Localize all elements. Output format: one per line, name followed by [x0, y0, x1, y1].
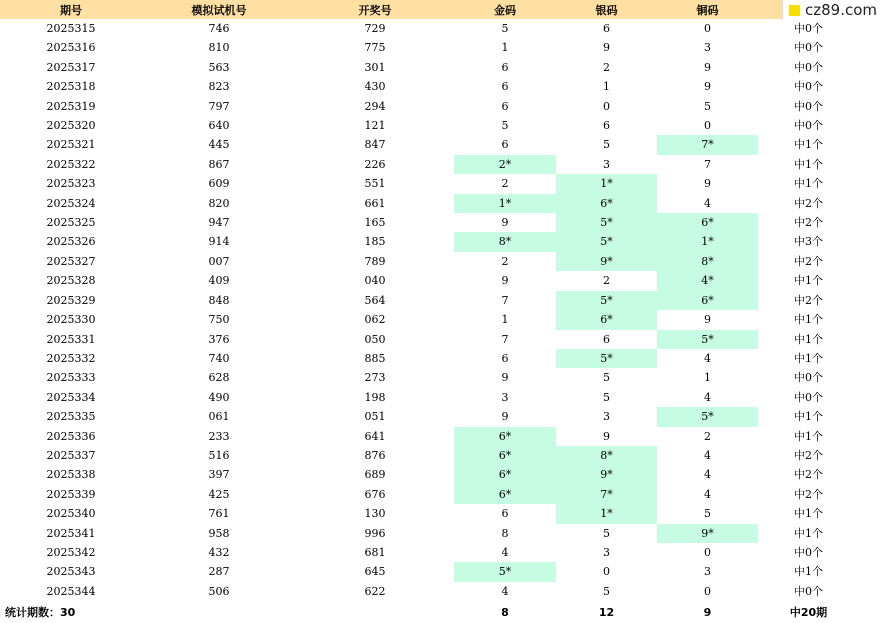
header-bronze: 铜码 — [657, 0, 758, 19]
footer-gold: 8 — [501, 605, 509, 619]
cell-bronze: 9 — [704, 80, 711, 94]
table-row — [0, 368, 859, 387]
cell-gold: 9 — [501, 216, 509, 230]
table-row — [0, 97, 859, 116]
cell-gold: 2* — [454, 155, 556, 174]
cell-silver: 3 — [603, 545, 610, 559]
cell-gold: 1 — [501, 41, 509, 55]
cell-silver: 1 — [603, 80, 610, 94]
cell-issue: 2025316 — [46, 41, 96, 55]
cell-sim: 563 — [208, 60, 230, 74]
table-row — [0, 446, 859, 465]
cell-draw: 689 — [364, 468, 386, 482]
cell-bronze: 4 — [704, 487, 711, 501]
cell-sim: 640 — [208, 119, 230, 133]
cell-result: 中1个 — [794, 332, 823, 346]
cell-sim: 810 — [208, 41, 230, 55]
cell-gold: 7 — [501, 332, 509, 346]
cell-silver: 0 — [603, 99, 610, 113]
site-logo[interactable] — [782, 0, 889, 20]
cell-silver: 2 — [603, 60, 610, 74]
cell-issue: 2025332 — [46, 351, 96, 365]
cell-result: 中1个 — [794, 274, 823, 288]
footer-count: 统计期数：30 — [5, 606, 76, 620]
cell-sim: 750 — [208, 313, 230, 327]
cell-result: 中1个 — [794, 157, 823, 171]
cell-issue: 2025320 — [46, 119, 96, 133]
cell-silver: 7* — [556, 485, 657, 504]
cell-issue: 2025319 — [46, 99, 96, 113]
cell-bronze: 1* — [657, 232, 758, 251]
cell-silver: 5 — [603, 584, 610, 598]
cell-issue: 2025330 — [46, 313, 96, 327]
cell-sim: 797 — [208, 99, 230, 113]
cell-bronze: 5* — [657, 407, 758, 426]
cell-issue: 2025331 — [46, 332, 96, 346]
cell-sim: 506 — [208, 584, 230, 598]
cell-draw: 062 — [364, 313, 386, 327]
cell-draw: 294 — [364, 99, 386, 113]
cell-silver: 0 — [603, 565, 610, 579]
cell-sim: 445 — [208, 138, 230, 152]
cell-result: 中0个 — [794, 584, 823, 598]
cell-gold: 6 — [501, 99, 509, 113]
cell-bronze: 9 — [704, 60, 711, 74]
header-sim: 模拟试机号 — [142, 0, 296, 19]
cell-gold: 6 — [501, 351, 509, 365]
cell-result: 中0个 — [794, 119, 823, 133]
cell-gold: 3 — [501, 390, 509, 404]
cell-result: 中1个 — [794, 429, 823, 443]
cell-silver: 3 — [603, 157, 610, 171]
cell-gold: 6 — [501, 507, 509, 521]
cell-result: 中1个 — [794, 351, 823, 365]
cell-draw: 641 — [364, 429, 386, 443]
cell-draw: 622 — [364, 584, 386, 598]
cell-sim: 823 — [208, 80, 230, 94]
table-row — [0, 271, 859, 290]
cell-sim: 007 — [208, 254, 230, 268]
table-footer — [0, 601, 859, 623]
cell-result: 中2个 — [794, 468, 823, 482]
cell-draw: 885 — [364, 351, 386, 365]
cell-issue: 2025317 — [46, 60, 96, 74]
cell-result: 中1个 — [794, 507, 823, 521]
cell-sim: 958 — [208, 526, 230, 540]
cell-silver: 6* — [556, 310, 657, 329]
cell-issue: 2025337 — [46, 448, 96, 462]
cell-silver: 5 — [603, 526, 610, 540]
cell-sim: 848 — [208, 293, 230, 307]
cell-sim: 761 — [208, 507, 230, 521]
cell-bronze: 4 — [704, 448, 711, 462]
cell-gold: 9 — [501, 410, 509, 424]
cell-bronze: 4 — [704, 351, 711, 365]
cell-gold: 9 — [501, 274, 509, 288]
cell-sim: 425 — [208, 487, 230, 501]
cell-bronze: 0 — [704, 545, 711, 559]
cell-result: 中2个 — [794, 196, 823, 210]
cell-result: 中3个 — [794, 235, 823, 249]
cell-gold: 5* — [454, 562, 556, 581]
cell-issue: 2025344 — [46, 584, 96, 598]
table-row — [0, 232, 859, 251]
table-row — [0, 155, 859, 174]
cell-issue: 2025335 — [46, 410, 96, 424]
cell-silver: 5 — [603, 371, 610, 385]
table-row — [0, 349, 859, 368]
table-row — [0, 77, 859, 96]
table-row — [0, 562, 859, 581]
cell-gold: 6* — [454, 446, 556, 465]
table-row — [0, 407, 859, 426]
cell-sim: 947 — [208, 216, 230, 230]
table-row — [0, 330, 859, 349]
footer-silver: 12 — [598, 605, 615, 619]
cell-bronze: 3 — [704, 41, 711, 55]
cell-bronze: 1 — [704, 371, 711, 385]
table-row — [0, 38, 859, 57]
cell-issue: 2025326 — [46, 235, 96, 249]
cell-draw: 040 — [364, 274, 386, 288]
header-issue: 期号 — [0, 0, 142, 19]
cell-bronze: 6* — [657, 291, 758, 310]
table-row — [0, 524, 859, 543]
cell-silver: 5* — [556, 232, 657, 251]
cell-silver: 5* — [556, 349, 657, 368]
table-header — [0, 0, 859, 19]
cell-result: 中1个 — [794, 410, 823, 424]
cell-bronze: 7* — [657, 135, 758, 154]
cell-sim: 432 — [208, 545, 230, 559]
cell-gold: 8* — [454, 232, 556, 251]
table-row — [0, 291, 859, 310]
table-row — [0, 116, 859, 135]
cell-silver: 6 — [603, 332, 610, 346]
cell-result: 中0个 — [794, 371, 823, 385]
cell-result: 中2个 — [794, 448, 823, 462]
cell-silver: 5 — [603, 138, 610, 152]
cell-bronze: 4 — [704, 468, 711, 482]
cell-sim: 628 — [208, 371, 230, 385]
table-row — [0, 582, 859, 601]
cell-silver: 9* — [556, 465, 657, 484]
cell-draw: 198 — [364, 390, 386, 404]
cell-result: 中0个 — [794, 41, 823, 55]
cell-draw: 789 — [364, 254, 386, 268]
cell-silver: 5* — [556, 213, 657, 232]
cell-bronze: 0 — [704, 119, 711, 133]
footer-bronze: 9 — [703, 605, 712, 619]
cell-sim: 376 — [208, 332, 230, 346]
cell-sim: 740 — [208, 351, 230, 365]
cell-sim: 609 — [208, 177, 230, 191]
cell-issue: 2025338 — [46, 468, 96, 482]
cell-silver: 5* — [556, 291, 657, 310]
footer-result: 中20期 — [789, 606, 828, 620]
cell-issue: 2025323 — [46, 177, 96, 191]
cell-gold: 4 — [501, 545, 509, 559]
cell-silver: 1* — [556, 504, 657, 523]
table-row — [0, 485, 859, 504]
cell-silver: 9 — [603, 41, 610, 55]
cell-gold: 7 — [501, 293, 509, 307]
cell-draw: 051 — [364, 410, 386, 424]
cell-draw: 273 — [364, 371, 386, 385]
table-row — [0, 19, 859, 38]
cell-gold: 6 — [501, 60, 509, 74]
table-row — [0, 58, 859, 77]
cell-issue: 2025336 — [46, 429, 96, 443]
cell-issue: 2025322 — [46, 157, 96, 171]
table-body — [0, 19, 859, 601]
cell-result: 中2个 — [794, 487, 823, 501]
cell-result: 中1个 — [794, 565, 823, 579]
cell-draw: 551 — [364, 177, 386, 191]
cell-bronze: 9 — [704, 177, 711, 191]
cell-gold: 5 — [501, 22, 509, 35]
cell-bronze: 4 — [704, 196, 711, 210]
cell-issue: 2025328 — [46, 274, 96, 288]
cell-sim: 061 — [208, 410, 230, 424]
cell-result: 中1个 — [794, 313, 823, 327]
cell-bronze: 9 — [704, 313, 711, 327]
cell-issue: 2025343 — [46, 565, 96, 579]
cell-issue: 2025333 — [46, 371, 96, 385]
cell-sim: 914 — [208, 235, 230, 249]
cell-result: 中0个 — [794, 60, 823, 74]
cell-draw: 165 — [364, 216, 386, 230]
cell-bronze: 3 — [704, 565, 711, 579]
cell-issue: 2025321 — [46, 138, 96, 152]
cell-issue: 2025325 — [46, 216, 96, 230]
cell-gold: 6 — [501, 138, 509, 152]
cell-draw: 996 — [364, 526, 386, 540]
cell-draw: 775 — [364, 41, 386, 55]
cell-draw: 301 — [364, 60, 386, 74]
cell-silver: 6 — [603, 119, 610, 133]
cell-issue: 2025324 — [46, 196, 96, 210]
cell-result: 中2个 — [794, 216, 823, 230]
cell-silver: 6* — [556, 194, 657, 213]
cell-silver: 1* — [556, 174, 657, 193]
cell-bronze: 5* — [657, 330, 758, 349]
cell-silver: 8* — [556, 446, 657, 465]
cell-draw: 430 — [364, 80, 386, 94]
cell-gold: 6 — [501, 80, 509, 94]
cell-gold: 6* — [454, 485, 556, 504]
cell-issue: 2025342 — [46, 545, 96, 559]
cell-sim: 233 — [208, 429, 230, 443]
cell-gold: 2 — [501, 254, 509, 268]
cell-gold: 2 — [501, 177, 509, 191]
table-row — [0, 465, 859, 484]
cell-issue: 2025315 — [46, 22, 96, 35]
cell-issue: 2025318 — [46, 80, 96, 94]
cell-result: 中0个 — [794, 99, 823, 113]
table-row — [0, 388, 859, 407]
cell-draw: 876 — [364, 448, 386, 462]
table-row — [0, 213, 859, 232]
cell-gold: 4 — [501, 584, 509, 598]
table-row — [0, 427, 859, 446]
cell-gold: 5 — [501, 119, 509, 133]
cell-bronze: 4 — [704, 390, 711, 404]
cell-silver: 9 — [603, 429, 610, 443]
cell-issue: 2025334 — [46, 390, 96, 404]
cell-silver: 5 — [603, 390, 610, 404]
cell-gold: 6* — [454, 465, 556, 484]
cell-draw: 676 — [364, 487, 386, 501]
cell-silver: 9* — [556, 252, 657, 271]
cell-sim: 490 — [208, 390, 230, 404]
cell-sim: 287 — [208, 565, 230, 579]
cell-result: 中0个 — [794, 390, 823, 404]
cell-draw: 681 — [364, 545, 386, 559]
cell-bronze: 2 — [704, 429, 711, 443]
logo-square-icon — [789, 5, 800, 16]
cell-bronze: 9* — [657, 524, 758, 543]
cell-result: 中1个 — [794, 138, 823, 152]
cell-draw: 130 — [364, 507, 386, 521]
table-row — [0, 252, 859, 271]
cell-issue: 2025339 — [46, 487, 96, 501]
cell-draw: 050 — [364, 332, 386, 346]
cell-result: 中1个 — [794, 177, 823, 191]
cell-draw: 645 — [364, 565, 386, 579]
cell-draw: 661 — [364, 196, 386, 210]
logo-text: cz89.com — [805, 1, 878, 19]
cell-gold: 1 — [501, 313, 509, 327]
cell-silver: 2 — [603, 274, 610, 288]
table-row — [0, 135, 859, 154]
cell-draw: 226 — [364, 157, 386, 171]
table-row — [0, 174, 859, 193]
cell-gold: 6* — [454, 427, 556, 446]
cell-result: 中2个 — [794, 254, 823, 268]
cell-draw: 847 — [364, 138, 386, 152]
cell-sim: 746 — [208, 22, 230, 35]
table-row — [0, 194, 859, 213]
cell-bronze: 5 — [704, 507, 711, 521]
cell-gold: 8 — [501, 526, 509, 540]
cell-bronze: 0 — [704, 22, 711, 35]
header-silver: 银码 — [556, 0, 657, 19]
cell-draw: 729 — [364, 22, 386, 35]
cell-bronze: 6* — [657, 213, 758, 232]
cell-bronze: 8* — [657, 252, 758, 271]
cell-gold: 9 — [501, 371, 509, 385]
cell-result: 中0个 — [794, 80, 823, 94]
cell-issue: 2025327 — [46, 254, 96, 268]
cell-draw: 121 — [364, 119, 386, 133]
table-row — [0, 543, 859, 562]
cell-gold: 1* — [454, 194, 556, 213]
cell-issue: 2025340 — [46, 507, 96, 521]
cell-bronze: 0 — [704, 584, 711, 598]
cell-silver: 3 — [603, 410, 610, 424]
header-draw: 开奖号 — [296, 0, 454, 19]
cell-issue: 2025341 — [46, 526, 96, 540]
table-row — [0, 310, 859, 329]
cell-bronze: 7 — [704, 157, 711, 171]
table-row — [0, 504, 859, 523]
cell-bronze: 4* — [657, 271, 758, 290]
cell-sim: 397 — [208, 468, 230, 482]
cell-silver: 6 — [603, 22, 610, 35]
cell-result: 中1个 — [794, 526, 823, 540]
cell-issue: 2025329 — [46, 293, 96, 307]
cell-result: 中0个 — [794, 22, 823, 35]
cell-sim: 409 — [208, 274, 230, 288]
cell-draw: 185 — [364, 235, 386, 249]
cell-result: 中2个 — [794, 293, 823, 307]
cell-bronze: 5 — [704, 99, 711, 113]
cell-draw: 564 — [364, 293, 386, 307]
cell-result: 中0个 — [794, 545, 823, 559]
cell-sim: 867 — [208, 157, 230, 171]
cell-sim: 820 — [208, 196, 230, 210]
cell-sim: 516 — [208, 448, 230, 462]
header-gold: 金码 — [454, 0, 556, 19]
